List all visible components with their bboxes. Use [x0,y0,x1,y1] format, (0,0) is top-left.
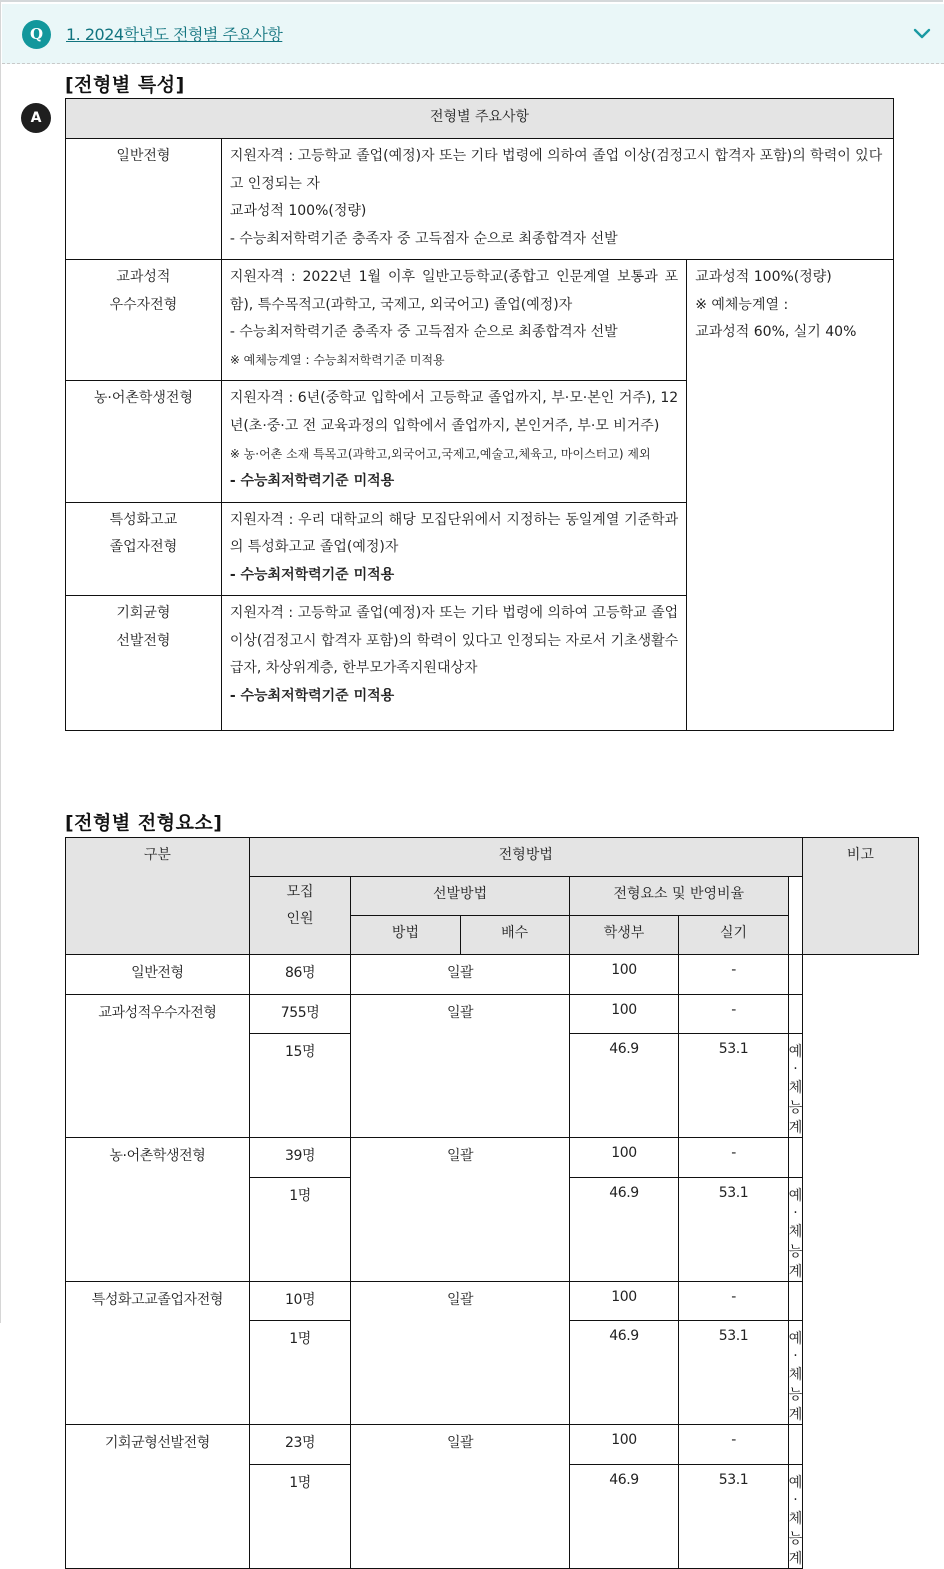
content-note: ※ 농·어촌 소재 특목고(과학고,외국어고,국제고,예술고,체육고, 마이스터고) 제외 [229,447,651,461]
admission-type-name [66,502,222,596]
remark-cell [788,1425,802,1465]
header-method-group: 전형방법 [249,838,802,877]
table-row [66,1138,919,1178]
quota-cell: 10명 [249,1281,351,1321]
content-line: 교과성적 100%(정량) [229,203,367,219]
admission-type-content [221,260,686,381]
admission-type-label: 일반전형 [116,148,171,164]
record-cell: 100 [569,1281,679,1321]
quota-cell: 1명 [249,1464,351,1568]
admission-type-label: 우수자전형 [109,296,178,313]
practical-cell: 53.1 [679,1034,789,1138]
admission-type-label: 농·어촌학생전형 [93,390,193,406]
table-row [66,955,919,995]
content-line: - 수능최저학력기준 충족자 중 고득점자 순으로 최종합격자 선발 [229,324,618,340]
content-line: 지원자격 : 우리 대학교의 해당 모집단위에서 지정하는 동일계열 기준학과의 특성화고교 졸업(예정)자 [229,511,679,555]
record-cell: 46.9 [569,1034,679,1138]
practical-cell: - [679,1425,789,1465]
content-line: - 수능최저학력기준 미적용 [229,473,395,489]
header-quota-line: 인원 [286,911,314,927]
section-title-characteristics: [전형별 특성] [65,74,185,96]
group-name: 농·어촌학생전형 [66,1138,250,1282]
selection-cell: 일괄 [351,1138,569,1282]
admission-type-name [66,139,222,260]
practical-cell: - [679,955,789,995]
quota-cell: 755명 [249,994,351,1034]
table-row [66,260,894,381]
remark-cell [788,1281,802,1321]
admission-type-name [66,381,222,503]
selection-cell: 일괄 [351,994,569,1138]
side-note-line: 교과성적 60%, 실기 40% [695,324,857,340]
admission-type-content [221,381,686,503]
remark-cell [788,955,802,995]
quota-cell: 1명 [249,1177,351,1281]
record-cell: 100 [569,1138,679,1178]
header-remarks: 비고 [802,838,918,955]
selection-cell: 일괄 [351,1281,569,1425]
quota-cell: 23명 [249,1425,351,1465]
record-cell: 100 [569,955,679,995]
header-selection: 선발방법 [351,877,569,916]
selection-cell: 일괄 [351,1425,569,1569]
admission-type-name [66,596,222,731]
record-cell: 46.9 [569,1321,679,1425]
header-multiple: 배수 [460,916,569,955]
header-quota-line: 모집 [286,884,314,900]
side-note-line: 교과성적 100%(정량) [695,269,832,285]
content-line: 지원자격 : 고등학교 졸업(예정)자 또는 기타 법령에 의하여 고등학교 졸업 이상(검정고시 합격자 포함)의 학력이 있다고 인정되는 자로서 기초생활수급자, 차상위계층, 한부모가족지원대상자 [229,605,679,676]
practical-cell: - [679,1138,789,1178]
side-note-line: ※ 예체능계열 : [695,296,789,313]
practical-cell: - [679,1281,789,1321]
record-cell: 100 [569,1425,679,1465]
header-method: 방법 [351,916,460,955]
group-name: 기회균형선발전형 [66,1425,250,1569]
chevron-down-icon[interactable] [912,24,932,44]
practical-cell: - [679,994,789,1034]
group-name: 일반전형 [66,955,250,995]
quota-cell: 15명 [249,1034,351,1138]
content-note: ※ 예체능계열 : 수능최저학력기준 미적용 [229,352,445,367]
remark-cell: 예·체능계 [788,1177,802,1281]
answer-badge: A [21,103,51,133]
question-header[interactable] [2,4,944,64]
elements-table [65,837,919,1569]
group-name: 특성화고교졸업자전형 [66,1281,250,1425]
table-row [66,1281,919,1321]
selection-cell: 일괄 [351,955,569,995]
table-header: 전형별 주요사항 [66,99,894,139]
content-line: 지원자격 : 고등학교 졸업(예정)자 또는 기타 법령에 의하여 졸업 이상(검정고시 합격자 포함)의 학력이 있다고 인정되는 자 [229,148,883,192]
group-name: 교과성적우수자전형 [66,994,250,1138]
record-cell: 46.9 [569,1464,679,1568]
content-line: 지원자격 : 6년(중학교 입학에서 고등학교 졸업까지, 부·모·본인 거주), 12년(초·중·고 전 교육과정의 입학에서 졸업까지, 본인거주, 부·모 비거주) [229,390,679,434]
question-badge: Q [22,20,51,49]
table-row [66,1425,919,1465]
practical-cell: 53.1 [679,1464,789,1568]
header-record: 학생부 [569,916,679,955]
content-line: - 수능최저학력기준 충족자 중 고득점자 순으로 최종합격자 선발 [229,230,618,247]
header-category: 구분 [66,838,250,955]
remark-cell [788,994,802,1034]
admission-type-name [66,260,222,381]
practical-cell: 53.1 [679,1177,789,1281]
record-cell: 100 [569,994,679,1034]
question-title-link[interactable]: 1. 2024학년도 전형별 주요사항 [66,25,283,44]
remark-cell: 예·체능계 [788,1464,802,1568]
admission-type-label: 교과성적 [116,269,171,285]
quota-cell: 86명 [249,955,351,995]
record-cell: 46.9 [569,1177,679,1281]
admission-type-content [221,596,686,731]
table-row [66,139,894,260]
quota-cell: 39명 [249,1138,351,1178]
evaluation-side-note [687,260,894,731]
header-quota [249,877,351,955]
admission-type-content [221,502,686,596]
admission-type-label: 기회균형 [116,605,171,621]
quota-cell: 1명 [249,1321,351,1425]
practical-cell: 53.1 [679,1321,789,1425]
remark-cell [788,1138,802,1178]
section-title-elements: [전형별 전형요소] [65,812,223,834]
table-row [66,994,919,1034]
admission-type-label: 졸업자전형 [109,539,178,555]
admission-type-content [221,139,893,260]
content-line: - 수능최저학력기준 미적용 [229,566,395,583]
content-line: - 수능최저학력기준 미적용 [229,687,395,704]
header-practical: 실기 [679,916,789,955]
remark-cell: 예·체능계 [788,1321,802,1425]
header-elements: 전형요소 및 반영비율 [569,877,788,916]
characteristics-table [65,98,894,731]
remark-cell: 예·체능계 [788,1034,802,1138]
admission-type-label: 특성화고교 [109,511,178,528]
content-line: 지원자격 : 2022년 1월 이후 일반고등학교(종합고 인문계열 보통과 포함), 특수목적고(과학고, 국제고, 외국어고) 졸업(예정)자 [229,269,679,313]
admission-type-label: 선발전형 [116,632,171,649]
